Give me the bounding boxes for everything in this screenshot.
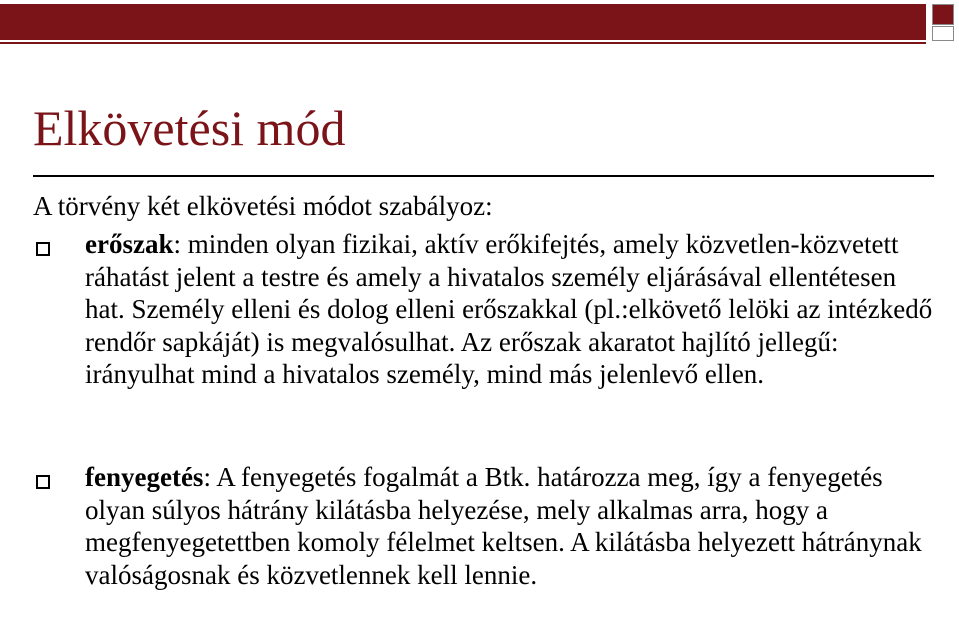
bullet-term: fenyegetés bbox=[85, 462, 204, 492]
title-divider bbox=[33, 175, 934, 177]
bullet-body: : minden olyan fizikai, aktív erőkifejtés, amely közvetlen-közvetett ráhatást jelent a testre és amely a hivatalos személy eljárásával ellentétesen hat. Személy elleni és dolog elleni erőszakkal (pl.:elkövető lelöki az intézkedő rendőr sapkáját) is megvalósulhat. Az erőszak akaratot hajlító jellegű: irányulhat mind a hivatalos személy, mind más jelenlevő ellen. bbox=[85, 229, 933, 390]
bullet-text bbox=[85, 228, 933, 391]
header-underline bbox=[0, 42, 926, 44]
hollow-square-bullet-icon bbox=[36, 475, 50, 489]
slide-title: Elkövetési mód bbox=[33, 100, 346, 156]
corner-square-top bbox=[932, 4, 954, 25]
hollow-square-bullet-icon bbox=[36, 242, 50, 256]
bullet-body: : A fenyegetés fogalmát a Btk. határozza meg, így a fenyegetés olyan súlyos hátrány kilátásba helyezése, mely alkalmas arra, hogy a megfenyegetettben komoly félelmet keltsen. A kilátásba helyezett hátránynak valóságosnak és közvetlennek kell lennie. bbox=[85, 462, 922, 590]
header-bar bbox=[0, 4, 926, 40]
bullet-text bbox=[85, 461, 933, 591]
intro-text: A törvény két elkövetési módot szabályoz: bbox=[33, 191, 493, 221]
bullet-term: erőszak bbox=[85, 229, 174, 259]
corner-square-bottom bbox=[932, 26, 954, 41]
